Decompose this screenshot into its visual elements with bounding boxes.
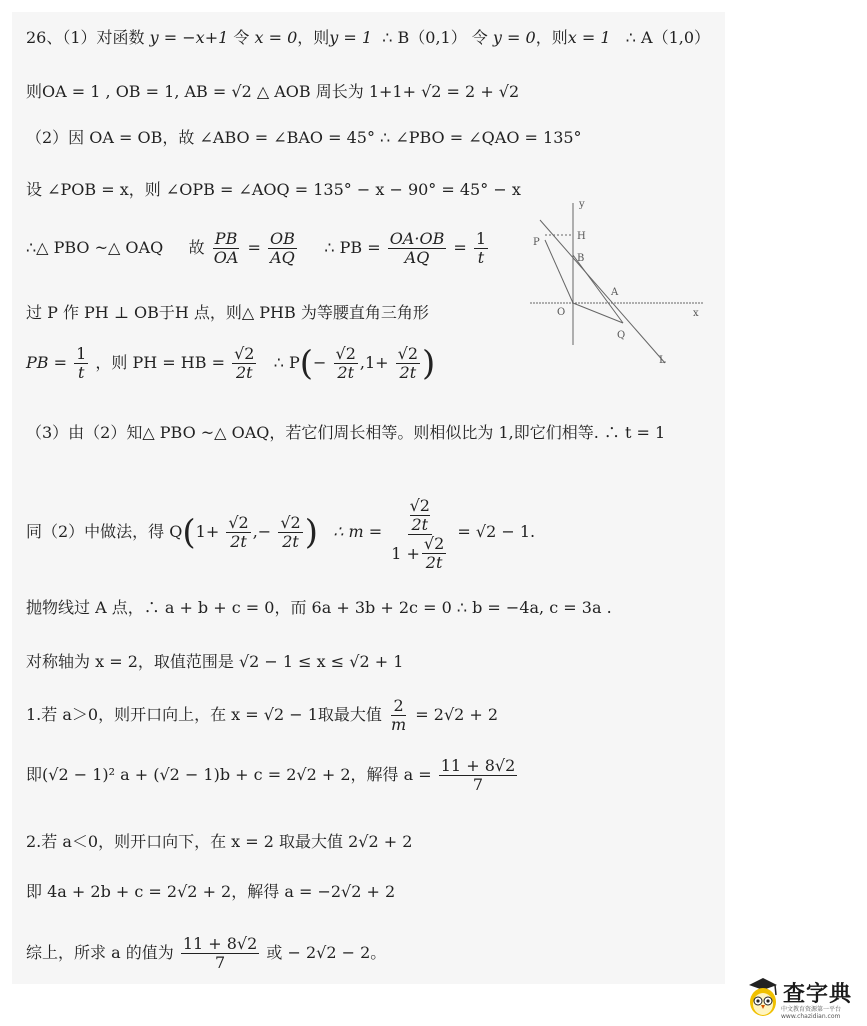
- label-a: A: [611, 287, 619, 298]
- owl-mascot-icon: [745, 975, 781, 1019]
- label-x: x: [693, 308, 699, 319]
- answer-line-3: （2）因 OA = OB，故 ∠ABO = ∠BAO = 45° ∴ ∠PBO = ∠QAO = 135°: [26, 128, 582, 147]
- label-p: P: [533, 237, 540, 248]
- fraction: $\frac{2}{m}$: [391, 696, 407, 734]
- fraction: $\frac{1}{t}$: [76, 344, 87, 382]
- compound-fraction: √2 2t 1 + $\frac{√2}{2t}$: [391, 496, 445, 572]
- answer-line-11: 对称轴为 x = 2，取值范围是 √2 − 1 ≤ x ≤ √2 + 1: [26, 652, 404, 671]
- answer-line-7: PB = $\frac{1}{t}$ ，则 PH = HB = $\frac{√2}{2t}$ ∴ P(− $\frac{√2}{2t}$ ,1+ $\frac{√2}{2t}$ ): [26, 343, 436, 384]
- answer-line-5: ∴△ PBO ~△ OAQ 故 $\frac{PB}{OA}$ = $\frac{OB}{AQ}$ ∴ PB = $\frac{OA\cdot OB}{AQ}$ = $\frac{1}{t}$: [26, 229, 487, 267]
- answer-line-4: 设 ∠POB = x，则 ∠OPB = ∠AOQ = 135° − x − 90° = 45° − x: [26, 180, 521, 199]
- geometry-diagram: [525, 195, 710, 370]
- answer-line-8: （3）由（2）知△ PBO ~△ OAQ，若它们周长相等。则相似比为 1,即它们相等. ∴ t = 1: [26, 423, 666, 442]
- label-b: B: [577, 253, 585, 264]
- label-o: O: [557, 307, 566, 318]
- answer-line-2: 则OA = 1 , OB = 1, AB = √2 △ AOB 周长为 1+1+ √2 = 2 + √2: [26, 82, 520, 101]
- fraction: $\frac{11 + 8√2}{7}$: [182, 934, 258, 972]
- fraction: $\frac{√2}{2t}$: [335, 344, 356, 382]
- answer-line-14: 2.若 a＜0，则开口向下，在 x = 2 取最大值 2√2 + 2: [26, 832, 413, 851]
- answer-line-10: 抛物线过 A 点，∴ a + b + c = 0，而 6a + 3b + 2c = 0 ∴ b = −4a, c = 3a .: [26, 598, 612, 617]
- fraction: $\frac{1}{t}$: [475, 229, 487, 267]
- fraction: $\frac{√2}{2t}$: [234, 344, 255, 382]
- answer-line-16: 综上，所求 a 的值为 $\frac{11 + 8√2}{7}$ 或 − 2√2 − 2。: [26, 934, 387, 972]
- answer-line-9: 同（2）中做法，得 Q(1+ $\frac{√2}{2t}$ ,− $\frac{√2}{2t}$ ) ∴ m = √2 2t 1 + $\frac{√2}{2t}$ = √2 − 1.: [26, 496, 536, 572]
- label-q: Q: [617, 330, 626, 341]
- answer-line-12: 1.若 a＞0，则开口向上，在 x = √2 − 1取最大值 $\frac{2}{m}$ = 2√2 + 2: [26, 696, 499, 734]
- answer-line-1: 26、（1）对函数 y = −x+1 令 x = 0，则y = 1 ∴ B（0,1） 令 y = 0，则x = 1 ∴ A（1,0）: [26, 28, 711, 47]
- brand-name: 查字典: [783, 982, 853, 1007]
- label-y: y: [579, 199, 585, 210]
- fraction: $\frac{√2}{2t}$: [228, 513, 249, 551]
- site-logo: [745, 975, 855, 1020]
- fraction: $\frac{√2}{2t}$: [397, 344, 419, 382]
- brand-url: 中文教育资源第一平台 www.chazidian.com: [781, 1006, 842, 1020]
- segment-po: [545, 240, 573, 303]
- fraction: $\frac{√2}{2t}$: [280, 513, 301, 551]
- fraction: $\frac{11 + 8√2}{7}$: [440, 756, 516, 794]
- answer-line-13: 即(√2 − 1)² a + (√2 − 1)b + c = 2√2 + 2，解得 a = $\frac{11 + 8√2}{7}$: [26, 756, 516, 794]
- line-l: [540, 220, 665, 363]
- label-l: L: [659, 355, 666, 366]
- answer-line-15: 即 4a + 2b + c = 2√2 + 2，解得 a = −2√2 + 2: [26, 882, 396, 901]
- answer-line-6: 过 P 作 PH ⊥ OB于H 点，则△ PHB 为等腰直角三角形: [26, 303, 429, 322]
- fraction: $\frac{OB}{AQ}$: [270, 229, 295, 267]
- label-h: H: [577, 231, 586, 242]
- fraction: $\frac{PB}{OA}$: [213, 229, 239, 267]
- fraction: $\frac{OA\cdot OB}{AQ}$: [389, 229, 445, 267]
